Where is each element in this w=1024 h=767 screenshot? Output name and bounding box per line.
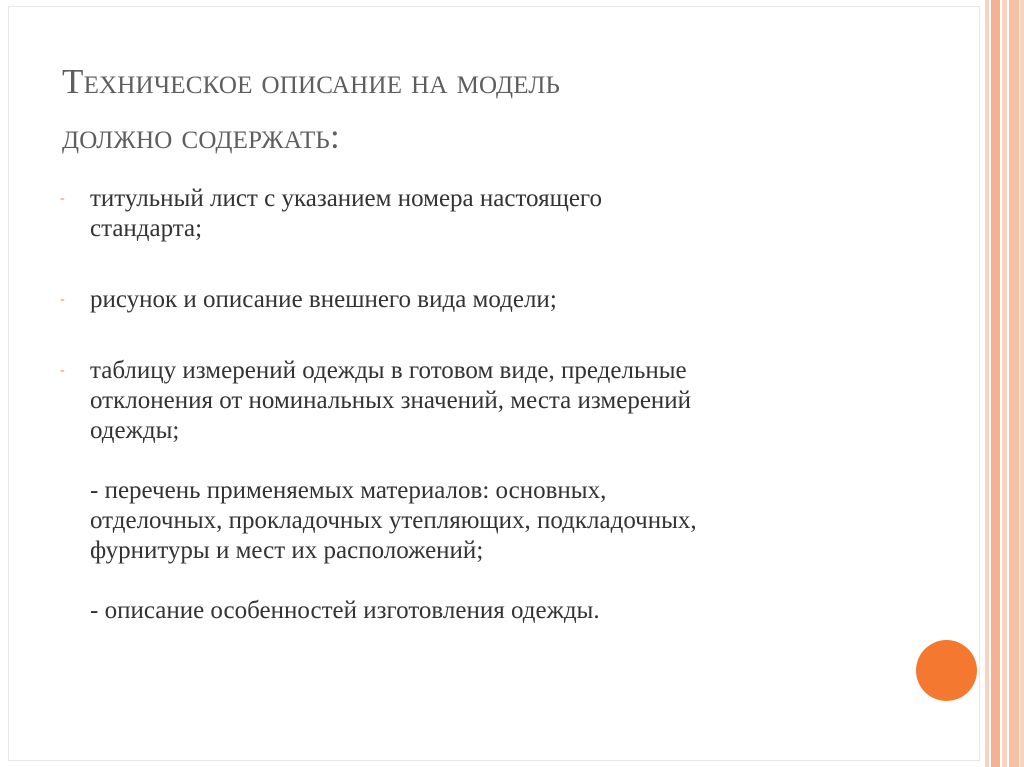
stripe-5 [1020, 0, 1024, 767]
stripe-2 [991, 0, 1000, 767]
list-item-line: одежды; [90, 417, 180, 444]
stripe-4 [1009, 0, 1019, 767]
decorative-circle [916, 640, 977, 701]
title-line-1: Техническое описание на модель [62, 62, 561, 101]
list-item-line: рисунок и описание внешнего вида модели; [90, 286, 557, 313]
paragraph [60, 476, 890, 566]
list-item-line: стандарта; [90, 215, 203, 242]
list-item [60, 184, 890, 244]
stripe-1 [985, 0, 989, 767]
bullet-marker: - [60, 191, 65, 206]
stripe-3 [1002, 0, 1007, 767]
list-item-line: титульный лист с указанием номера настоящего [90, 185, 603, 212]
list-item-line: таблицу измерений одежды в готовом виде, предельные [90, 357, 687, 384]
paragraph [60, 596, 890, 626]
slide-title [62, 54, 922, 164]
bullet-marker: - [60, 363, 65, 378]
paragraph-line: - перечень применяемых материалов: основных, [90, 477, 607, 504]
slide-body [60, 184, 890, 626]
title-line-2: должно содержать: [62, 117, 340, 156]
list-item [60, 285, 890, 315]
paragraph-line: - описание особенностей изготовления одежды. [90, 597, 600, 624]
paragraph-line: фурнитуры и мест их расположений; [90, 537, 484, 564]
bullet-marker: - [60, 292, 65, 307]
paragraph-line: отделочных, прокладочных утепляющих, подкладочных, [90, 507, 697, 534]
list-item-line: отклонения от номинальных значений, места измерений [90, 387, 692, 414]
list-item [60, 356, 890, 446]
